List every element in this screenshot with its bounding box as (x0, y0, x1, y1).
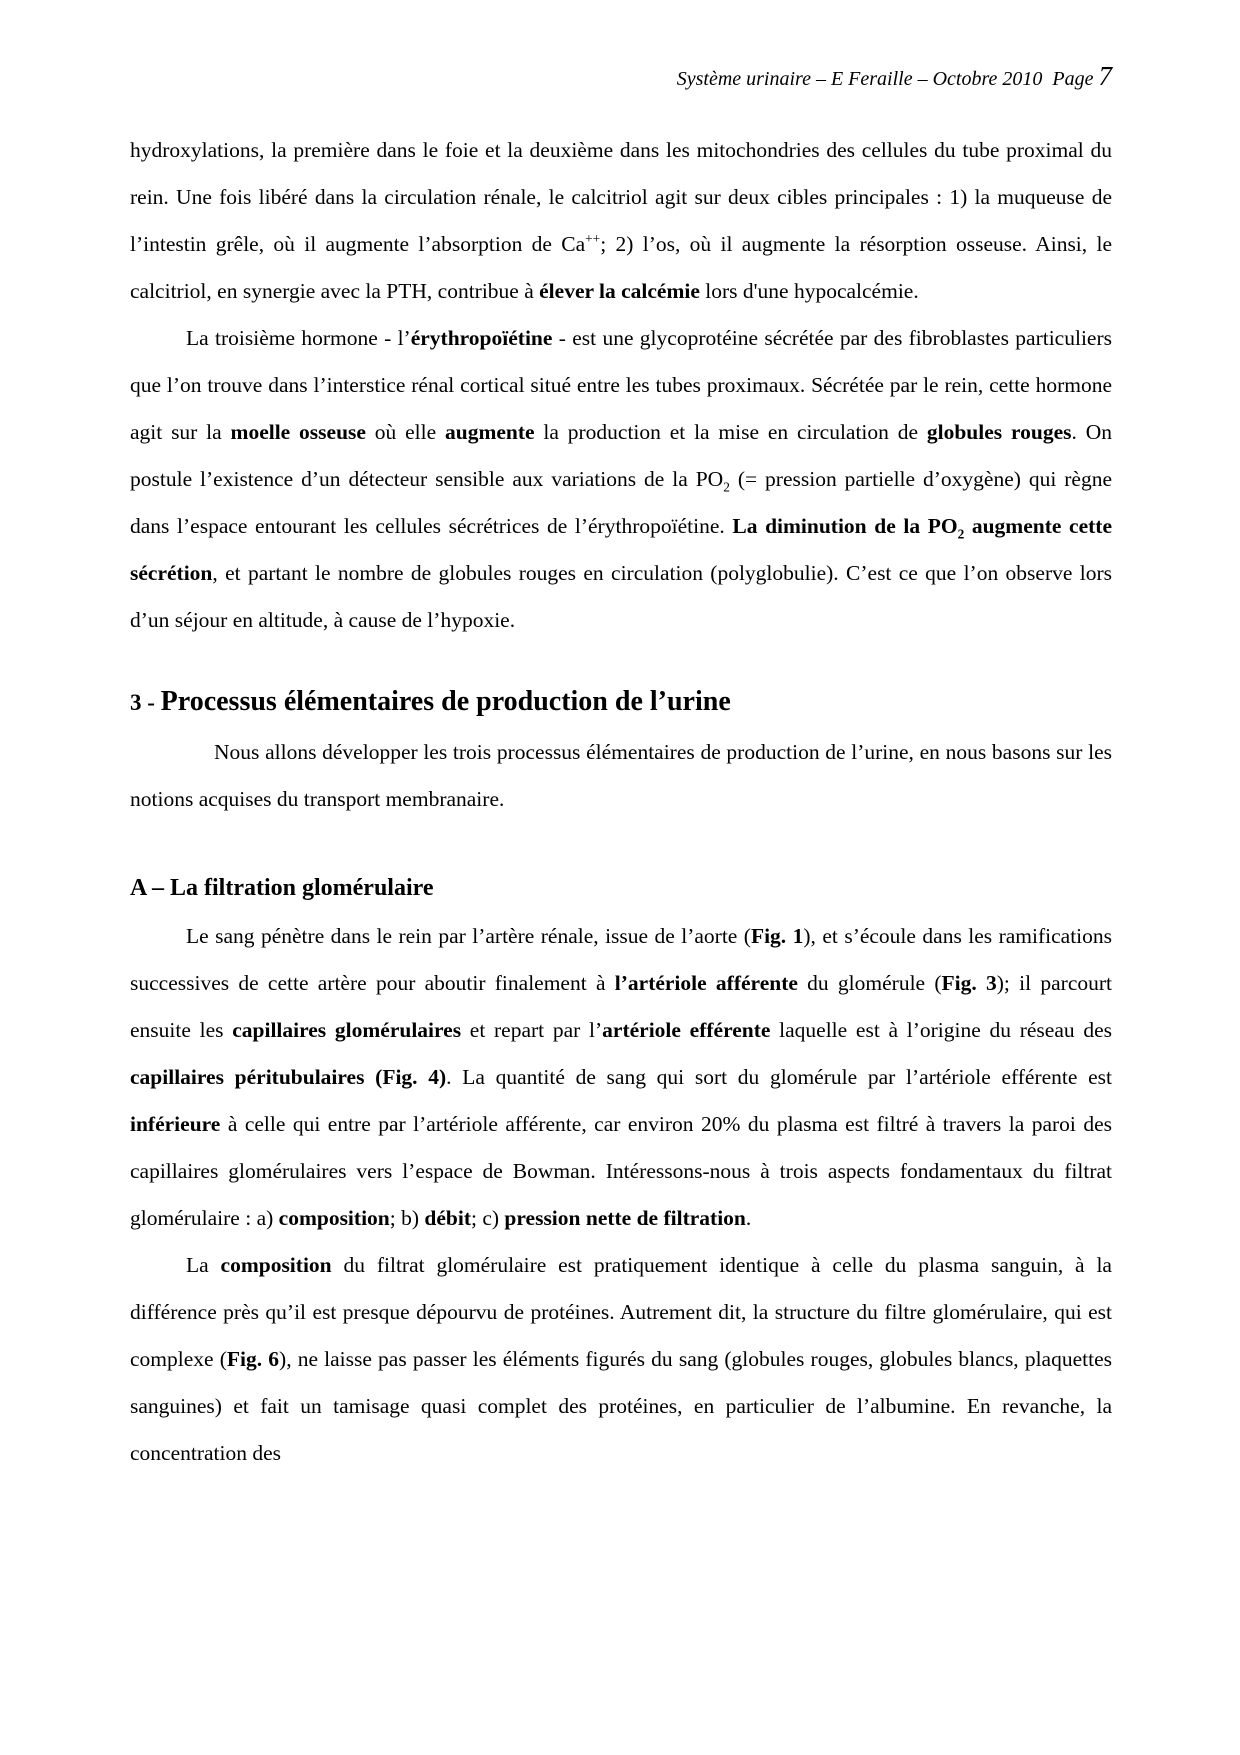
text-run: du filtrat glomérulaire est pratiquement identique à celle du plasma sanguin, à la différence près qu’il est presque dépourvu de protéines. Autrement dit, la structure du filtre glomérulaire, qui est complexe ( (130, 1253, 1112, 1371)
paragraph (130, 913, 1112, 1242)
text-run: . On postule l’existence d’un détecteur sensible aux variations de la PO (130, 420, 1112, 491)
document-body (130, 127, 1112, 1477)
bold-text-run: augmente cette sécrétion (130, 514, 1112, 585)
text-run: lors d'une hypocalcémie. (699, 279, 919, 303)
page-header (130, 60, 1112, 95)
text-run: . La quantité de sang qui sort du glomérule par l’artériole efférente est (446, 1065, 1113, 1089)
text-run: ++ (585, 230, 601, 246)
bold-text-run: érythropoïétine (410, 326, 553, 350)
text-run: ; b) (389, 1206, 425, 1230)
bold-text-run: capillaires péritubulaires (Fig. 4) (130, 1065, 447, 1089)
text-run: ), ne laisse pas passer les éléments figurés du sang (globules rouges, globules blancs, plaquettes sanguines) et fait un tamisage quasi complet des protéines, en particulier de l’albumine. En revanche, la concentration des (130, 1347, 1112, 1465)
bold-text-run: moelle osseuse (230, 420, 366, 444)
text-run: ), et s’écoule dans les ramifications successives de cette artère pour aboutir finalement à (130, 924, 1113, 995)
bold-text-run: Fig. 1 (750, 924, 804, 948)
bold-text-run: élever la calcémie (539, 279, 700, 303)
text-run: 3 - (130, 690, 161, 715)
text-run: 7 (1098, 61, 1112, 91)
text-run: La troisième hormone - l’ (186, 326, 411, 350)
text-run: hydroxylations, la première dans le foie et la deuxième dans les mitochondries des cellules du tube proximal du rein. Une fois libéré dans la circulation rénale, le calcitriol agit sur deux cibles principales : 1) la muqueuse de l’intestin grêle, où il augmente l’absorption de Ca (130, 138, 1112, 256)
text-run: (= pression partielle d’oxygène) qui règne dans l’espace entourant les cellules sécrétrices de l’érythropoïétine. (130, 467, 1113, 538)
text-run: où elle (365, 420, 445, 444)
bold-text-run: La diminution de la PO (732, 514, 958, 538)
bold-text-run: Fig. 6 (226, 1347, 280, 1371)
bold-text-run: 2 (957, 526, 965, 542)
section-heading (130, 676, 1112, 729)
section-heading (130, 863, 1112, 913)
text-run: et repart par l’ (461, 1018, 603, 1042)
text-run: Le sang pénètre dans le rein par l’artère rénale, issue de l’aorte ( (186, 924, 751, 948)
text-run: . (745, 1206, 752, 1230)
bold-text-run: pression nette de filtration (504, 1206, 746, 1230)
text-run: , et partant le nombre de globules rouges en circulation (polyglobulie). C’est ce que l’on observe lors d’un séjour en altitude, à cause de l’hypoxie. (130, 561, 1112, 632)
paragraph (130, 729, 1112, 823)
text-run: laquelle est à l’origine du réseau des (770, 1018, 1112, 1042)
text-run: Processus élémentaires de production de l’urine (160, 686, 731, 717)
bold-text-run: capillaires glomérulaires (232, 1018, 462, 1042)
text-run: A – La filtration glomérulaire (130, 875, 434, 901)
paragraph (130, 315, 1112, 644)
text-run: ; c) (470, 1206, 505, 1230)
text-run: 2 (723, 479, 730, 495)
text-run: Nous allons développer les trois processus élémentaires de production de l’urine, en nous basons sur les notions acquises du transport membranaire. (130, 740, 1112, 811)
bold-text-run: Fig. 3 (941, 971, 997, 995)
bold-text-run: augmente (444, 420, 535, 444)
bold-text-run: composition (278, 1206, 390, 1230)
paragraph (130, 127, 1112, 315)
bold-text-run: débit (424, 1206, 471, 1230)
text-run: - est une glycoprotéine sécrétée par des fibroblastes particuliers que l’on trouve dans l’interstice rénal cortical situé entre les tubes proximaux. Sécrétée par le rein, cette hormone agit sur la (130, 326, 1112, 444)
text-run: à celle qui entre par l’artériole afférente, car environ 20% du plasma est filtré à travers la paroi des capillaires glomérulaires vers l’espace de Bowman. Intéressons-nous à trois aspects fondamentaux du filtrat glomérulaire : a) (130, 1112, 1112, 1230)
text-run: ; 2) l’os, où il augmente la résorption osseuse. Ainsi, le calcitriol, en synergie avec la PTH, contribue à (130, 232, 1112, 303)
bold-text-run: l’artériole afférente (614, 971, 798, 995)
text-run: du glomérule ( (797, 971, 942, 995)
text-run: Système urinaire – E Feraille – Octobre 2010 Page (676, 68, 1099, 90)
text-run: la production et la mise en circulation de (534, 420, 927, 444)
bold-text-run: globules rouges (926, 420, 1072, 444)
text-run: ); il parcourt ensuite les (130, 971, 1112, 1042)
bold-text-run: composition (220, 1253, 332, 1277)
bold-text-run: artériole efférente (602, 1018, 771, 1042)
bold-text-run: inférieure (130, 1112, 221, 1136)
paragraph (130, 1242, 1112, 1477)
text-run: La (186, 1253, 221, 1277)
